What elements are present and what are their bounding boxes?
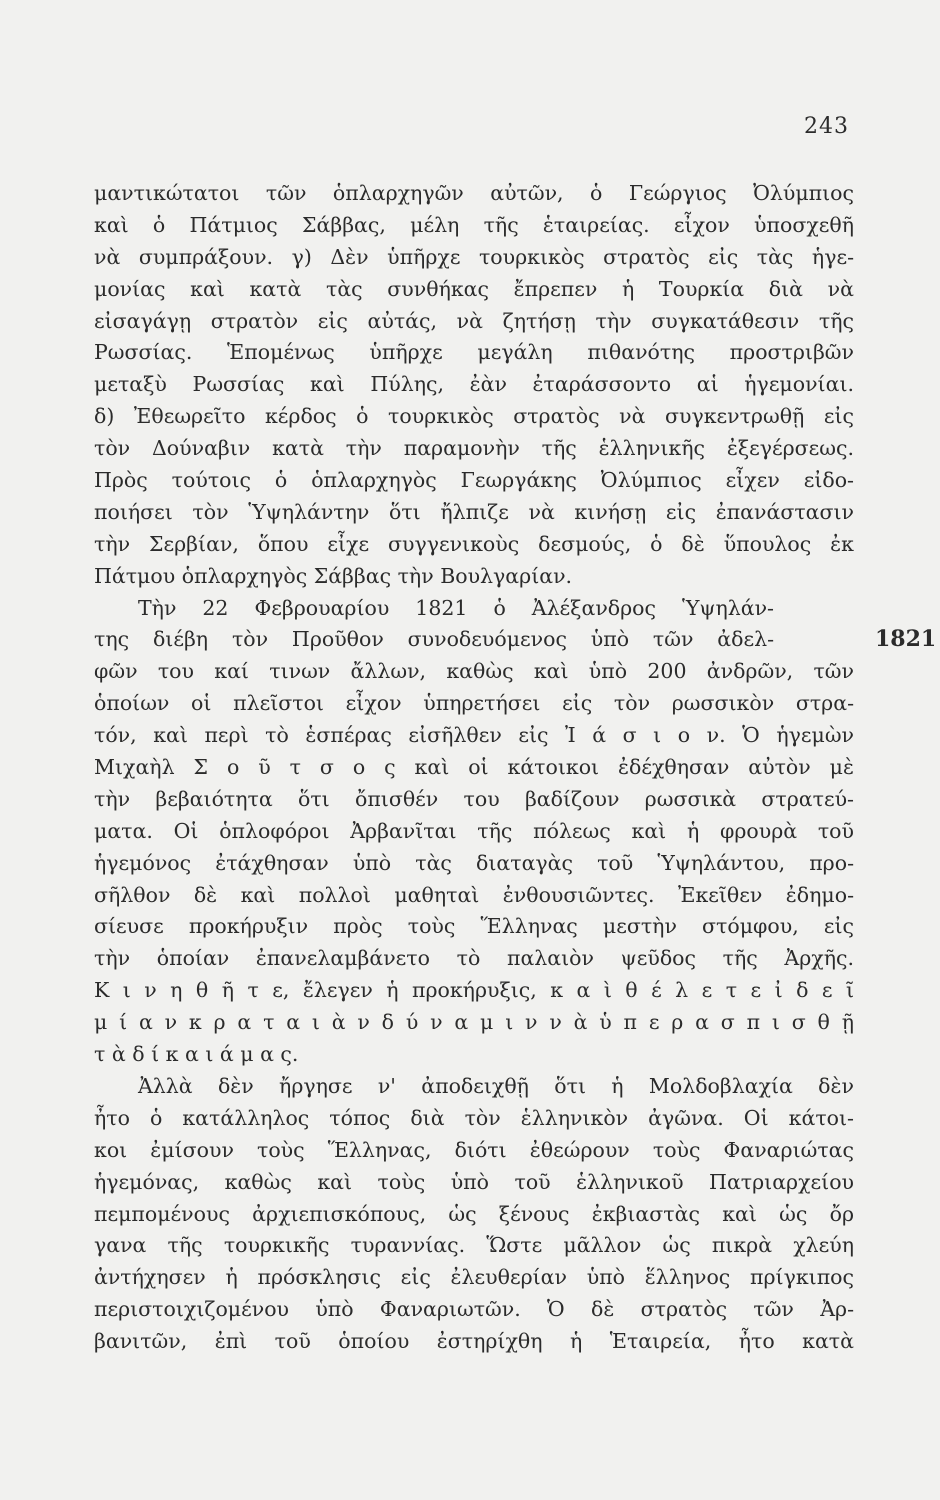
text-line: σῆλθον δὲ καὶ πολλοὶ μαθηταὶ ἐνθουσιῶντες. Ἐκεῖθεν ἐδημο- bbox=[94, 882, 854, 907]
text-line: εἰσαγάγῃ στρατὸν εἰς αὐτάς, νὰ ζητήσῃ τὴν συγκατάθεσιν τῆς bbox=[94, 308, 854, 333]
text-line: ὁποίων οἱ πλεῖστοι εἶχον ὑπηρετήσει εἰς τὸν ρωσσικὸν στρα- bbox=[94, 691, 854, 716]
text-line: ἡγεμόνας, καθὼς καὶ τοὺς ὑπὸ τοῦ ἑλληνικοῦ Πατριαρχείου bbox=[94, 1169, 854, 1194]
text-line: Πάτμου ὁπλαρχηγὸς Σάββας τὴν Βουλγαρίαν. bbox=[94, 563, 573, 588]
text-line: δ) Ἐθεωρεῖτο κέρδος ὁ τουρκικὸς στρατὸς νὰ συγκεντρωθῇ εἰς bbox=[94, 404, 854, 429]
text-line: ἀντήχησεν ἡ πρόσκλησις εἰς ἐλευθερίαν ὑπὸ ἕλληνος πρίγκιπος bbox=[94, 1265, 854, 1290]
text-line: ποιήσει τὸν Ὑψηλάντην ὅτι ἤλπιζε νὰ κινήσῃ εἰς ἐπανάστασιν bbox=[94, 499, 854, 524]
text-line: της διέβη τὸν Προῦθον συνοδευόμενος ὑπὸ τῶν ἀδελ- bbox=[94, 627, 774, 652]
text-line: Μιχαὴλ Σ ο ῦ τ σ ο ς καὶ οἱ κάτοικοι ἐδέχθησαν αὐτὸν μὲ bbox=[94, 755, 854, 780]
body-text bbox=[94, 178, 854, 1358]
text-line: Ἀλλὰ δὲν ἤργησε ν' ἀποδειχθῇ ὅτι ἡ Μολδοβλαχία δὲν bbox=[138, 1073, 854, 1098]
text-line: ἡγεμόνος ἐτάχθησαν ὑπὸ τὰς διαταγὰς τοῦ Ὑψηλάντου, προ- bbox=[94, 850, 854, 875]
page-number: 243 bbox=[804, 114, 849, 139]
text-line: φῶν του καί τινων ἄλλων, καθὼς καὶ ὑπὸ 200 ἀνδρῶν, τῶν bbox=[94, 659, 854, 684]
text-line: μεταξὺ Ρωσσίας καὶ Πύλης, ἐὰν ἐταράσσοντο αἱ ἡγεμονίαι. bbox=[94, 372, 854, 397]
text-line: μαντικώτατοι τῶν ὁπλαρχηγῶν αὐτῶν, ὁ Γεώργιος Ὀλύμπιος bbox=[94, 181, 854, 205]
text-line: πεμπομένους ἀρχιεπισκόπους, ὡς ξένους ἐκβιαστὰς καὶ ὡς ὄρ bbox=[94, 1201, 854, 1226]
text-line: ματα. Οἱ ὁπλοφόροι Ἀρβανῖται τῆς πόλεως καὶ ἡ φρουρὰ τοῦ bbox=[94, 818, 854, 843]
text-line: Κ ι ν η θ ῆ τ ε, ἔλεγεν ἡ προκήρυξις, κ α ὶ θ έ λ ε τ ε ἰ δ ε ῖ bbox=[94, 978, 854, 1003]
text-line: μ ί α ν κ ρ α τ α ι ὰ ν δ ύ ν α μ ι ν ν ὰ ὑ π ε ρ α σ π ι σ θ ῇ bbox=[94, 1010, 854, 1035]
text-line: τ ὰ δ ί κ α ι ά μ α ς. bbox=[94, 1042, 299, 1067]
text-line: τὸν Δούναβιν κατὰ τὴν παραμονὴν τῆς ἑλληνικῆς ἐξεγέρσεως. bbox=[94, 436, 854, 461]
text-line: Ρωσσίας. Ἑπομένως ὑπῆρχε μεγάλη πιθανότης προστριβῶν bbox=[94, 340, 854, 365]
margin-year-note: 1821 bbox=[875, 626, 937, 652]
text-line: τὴν ὁποίαν ἐπανελαμβάνετο τὸ παλαιὸν ψεῦδος τῆς Ἀρχῆς. bbox=[94, 946, 854, 971]
text-line: τόν, καὶ περὶ τὸ ἑσπέρας εἰσῆλθεν εἰς Ἰ ά σ ι ο ν. Ὁ ἡγεμὼν bbox=[94, 723, 854, 748]
text-line: μονίας καὶ κατὰ τὰς συνθήκας ἔπρεπεν ἡ Τουρκία διὰ νὰ bbox=[94, 276, 854, 301]
text-line: τὴν βεβαιότητα ὅτι ὄπισθέν του βαδίζουν ρωσσικὰ στρατεύ- bbox=[94, 786, 854, 811]
text-line: βανιτῶν, ἐπὶ τοῦ ὁποίου ἐστηρίχθη ἡ Ἑταιρεία, ἦτο κατὰ bbox=[94, 1329, 854, 1354]
text-line: Τὴν 22 Φεβρουαρίου 1821 ὁ Ἀλέξανδρος Ὑψηλάν- bbox=[138, 595, 774, 620]
text-line: περιστοιχιζομένου ὑπὸ Φαναριωτῶν. Ὁ δὲ στρατὸς τῶν Ἀρ- bbox=[94, 1297, 854, 1322]
text-line: Πρὸς τούτοις ὁ ὁπλαρχηγὸς Γεωργάκης Ὀλύμπιος εἶχεν εἰδο- bbox=[94, 468, 854, 493]
text-line: κοι ἐμίσουν τοὺς Ἕλληνας, διότι ἐθεώρουν τοὺς Φαναριώτας bbox=[94, 1137, 854, 1162]
text-line: γανα τῆς τουρκικῆς τυραννίας. Ὥστε μᾶλλον ὡς πικρὰ χλεύη bbox=[94, 1233, 854, 1258]
text-line: σίευσε προκήρυξιν πρὸς τοὺς Ἕλληνας μεστὴν στόμφου, εἰς bbox=[94, 914, 854, 939]
text-line: τὴν Σερβίαν, ὅπου εἶχε συγγενικοὺς δεσμούς, ὁ δὲ ὕπουλος ἐκ bbox=[94, 531, 854, 556]
text-line: ἦτο ὁ κατάλληλος τόπος διὰ τὸν ἑλληνικὸν ἀγῶνα. Οἱ κάτοι- bbox=[94, 1105, 854, 1130]
text-line: νὰ συμπράξουν. γ) Δὲν ὑπῆρχε τουρκικὸς στρατὸς εἰς τὰς ἡγε- bbox=[94, 244, 854, 269]
text-line: καὶ ὁ Πάτμιος Σάββας, μέλη τῆς ἑταιρείας. εἶχον ὑποσχεθῆ bbox=[94, 212, 854, 237]
